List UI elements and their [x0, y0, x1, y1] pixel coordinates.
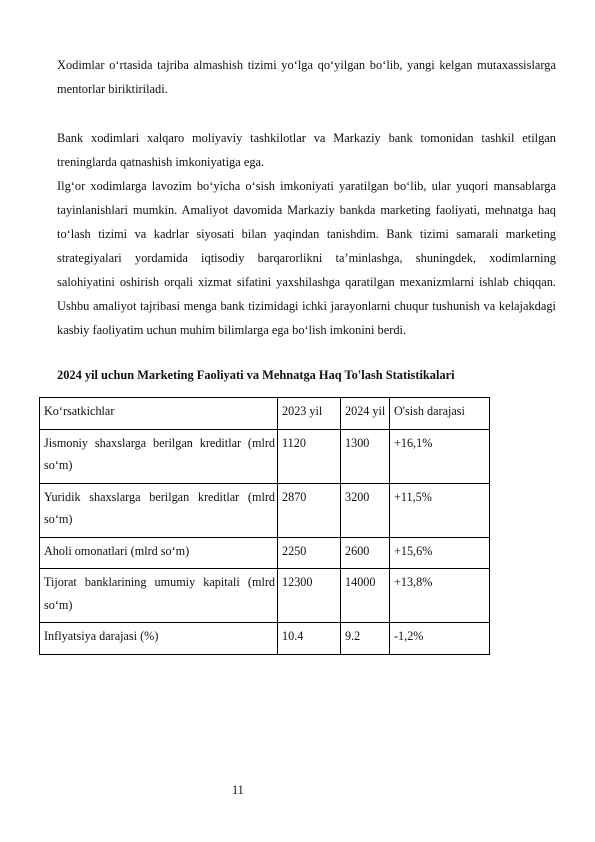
row-value-2023: 12300	[278, 569, 341, 623]
paragraph-mentorship: Xodimlar o‘rtasida tajriba almashish tizimi yo‘lga qo‘yilgan bo‘lib, yangi kelgan mutaxassislarga mentorlar biriktiriladi.	[57, 58, 556, 96]
table-row	[40, 569, 490, 623]
row-growth: +13,8%	[390, 569, 490, 623]
row-value-2024: 2600	[341, 537, 390, 569]
row-growth: +15,6%	[390, 537, 490, 569]
row-value-2023: 1120	[278, 429, 341, 483]
paragraph-career-growth: Ilg‘or xodimlarga lavozim bo‘yicha o‘sish imkoniyati yaratilgan bo‘lib, ular yuqori mansablarga tayinlanishlari mumkin. Amaliyot davomida Markaziy bankda marketing faoliyati, mehnatga haq to‘lash tizimi va kadrlar siyosati bilan yaqindan tanishdim. Bank tizimi samarali marketing strategiyalari yordamida iqtisodiy barqarorlikni ta’minlashga, shuningdek, xodimlarning salohiyatini oshirish orqali xizmat sifatini yaxshilashga qaratilgan mexanizmlarni ishlab chiqqan. Ushbu amaliyot tajribasi menga bank tizimidagi ichki jarayonlarni chuqur tushunish va kelajakdagi kasbiy faoliyatim uchun muhim bilimlarga ega bo‘lish imkonini berdi.	[57, 179, 556, 337]
statistics-table	[39, 397, 490, 655]
row-value-2023: 2250	[278, 537, 341, 569]
row-indicator: Jismoniy shaxslarga berilgan kreditlar (mlrd so‘m)	[40, 429, 278, 483]
row-growth: -1,2%	[390, 623, 490, 655]
row-value-2023: 10.4	[278, 623, 341, 655]
row-growth: +16,1%	[390, 429, 490, 483]
row-growth: +11,5%	[390, 483, 490, 537]
header-year-2023: 2023 yil	[278, 398, 341, 430]
table-title: 2024 yil uchun Marketing Faoliyati va Mehnatga Haq To'lash Statistikalari	[57, 368, 455, 382]
table-row	[40, 537, 490, 569]
row-indicator: Yuridik shaxslarga berilgan kreditlar (mlrd so‘m)	[40, 483, 278, 537]
row-indicator: Inflyatsiya darajasi (%)	[40, 623, 278, 655]
table-row	[40, 483, 490, 537]
header-growth-rate: O'sish darajasi	[390, 398, 490, 430]
table-row	[40, 429, 490, 483]
paragraph-trainings: Bank xodimlari xalqaro moliyaviy tashkilotlar va Markaziy bank tomonidan tashkil etilgan treninglarda qatnashish imkoniyatiga ega.	[57, 131, 556, 169]
row-value-2024: 1300	[341, 429, 390, 483]
table-header-row	[40, 398, 490, 430]
row-value-2024: 9.2	[341, 623, 390, 655]
row-indicator: Tijorat banklarining umumiy kapitali (mlrd so‘m)	[40, 569, 278, 623]
row-indicator: Aholi omonatlari (mlrd so‘m)	[40, 537, 278, 569]
row-value-2024: 3200	[341, 483, 390, 537]
header-year-2024: 2024 yil	[341, 398, 390, 430]
row-value-2024: 14000	[341, 569, 390, 623]
header-indicator: Ko‘rsatkichlar	[40, 398, 278, 430]
page-number: 11	[232, 783, 244, 797]
table-row	[40, 623, 490, 655]
row-value-2023: 2870	[278, 483, 341, 537]
